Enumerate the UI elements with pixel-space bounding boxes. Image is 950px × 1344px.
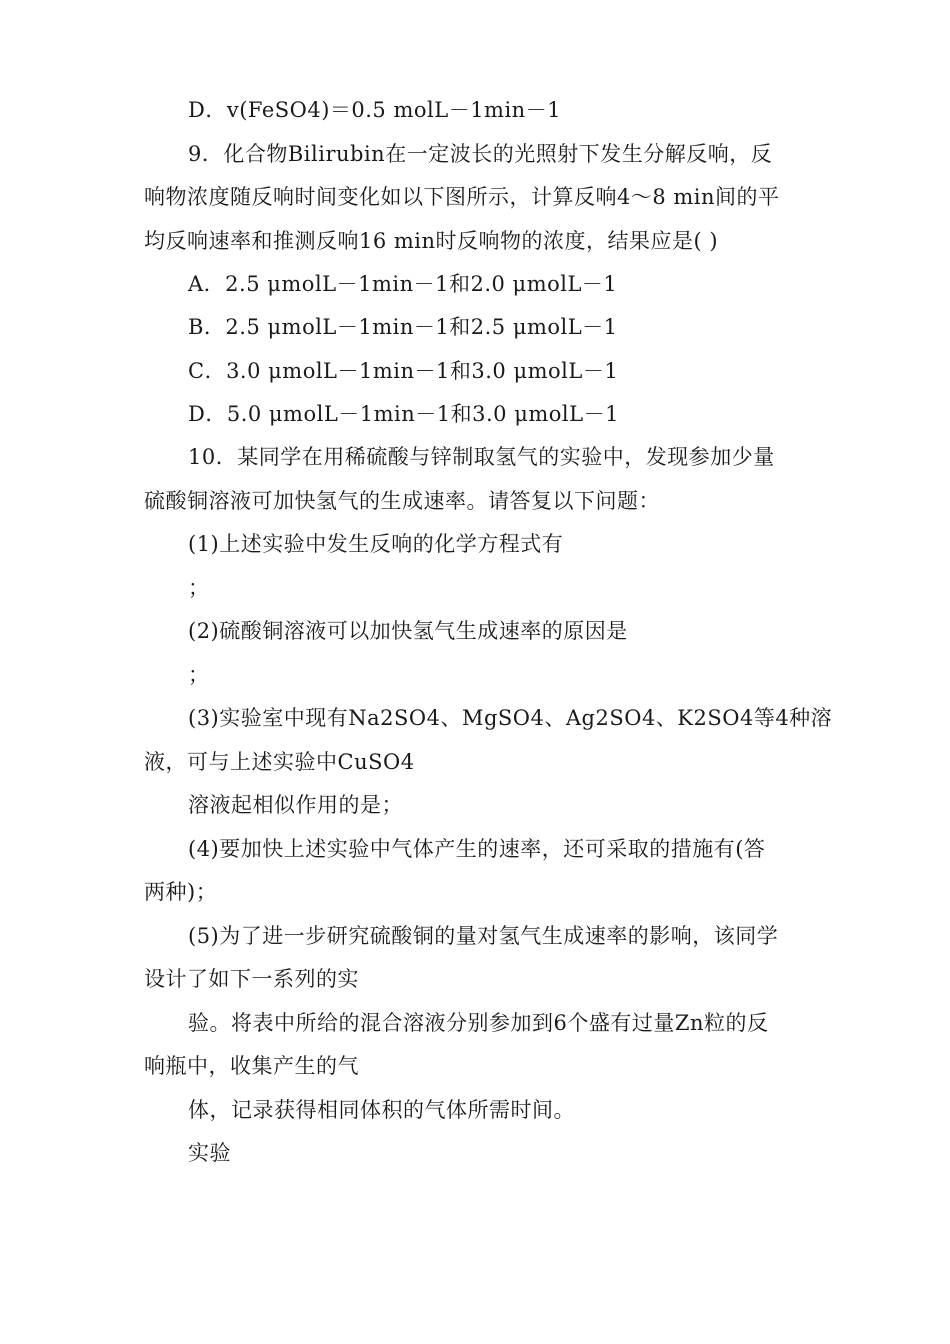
sub-question-4-line-1: (4)要加快上述实验中气体产生的速率，还可采取的措施有(答 (188, 837, 766, 861)
answer-blank-2: ； (188, 663, 210, 687)
sub-question-1: (1)上述实验中发生反响的化学方程式有 (188, 532, 564, 556)
sub-question-3-line-1: (3)实验室中现有Na2SO4、MgSO4、Ag2SO4、K2SO4等4种溶 (188, 706, 833, 730)
question-9-line-2: 响物浓度随反响时间变化如以下图所示，计算反响4～8 min间的平 (144, 185, 780, 209)
sub-question-3-line-2: 液，可与上述实验中CuSO4 (144, 750, 415, 774)
sub-question-2: (2)硫酸铜溶液可以加快氢气生成速率的原因是 (188, 619, 628, 643)
option-b-q9: B．2.5 μmolL－1min－1和2.5 μmolL－1 (188, 315, 618, 339)
sub-question-5-line-4: 响瓶中，收集产生的气 (144, 1054, 359, 1078)
option-c-q9: C．3.0 μmolL－1min－1和3.0 μmolL－1 (188, 359, 619, 383)
option-d-q8: D．v(FeSO4)＝0.5 molL－1min－1 (188, 98, 562, 122)
sub-question-3-line-3: 溶液起相似作用的是； (188, 793, 403, 817)
sub-question-4-line-2: 两种)； (144, 880, 218, 904)
sub-question-5-line-1: (5)为了进一步研究硫酸铜的量对氢气生成速率的影响，该同学 (188, 924, 779, 948)
question-10-line-1: 10．某同学在用稀硫酸与锌制取氢气的实验中，发现参加少量 (188, 445, 775, 469)
sub-question-5-line-2: 设计了如下一系列的实 (144, 967, 359, 991)
question-9-line-3: 均反响速率和推测反响16 min时反响物的浓度，结果应是( ) (144, 229, 719, 253)
sub-question-5-line-3: 验。将表中所给的混合溶液分别参加到6个盛有过量Zn粒的反 (188, 1011, 769, 1035)
option-a-q9: A．2.5 μmolL－1min－1和2.0 μmolL－1 (188, 272, 618, 296)
question-10-line-2: 硫酸铜溶液可加快氢气的生成速率。请答复以下问题： (144, 489, 660, 513)
table-header-label: 实验 (188, 1141, 231, 1165)
option-d-q9: D．5.0 μmolL－1min－1和3.0 μmolL－1 (188, 402, 619, 426)
question-9-line-1: 9．化合物Bilirubin在一定波长的光照射下发生分解反响，反 (188, 142, 773, 166)
answer-blank-1: ； (188, 576, 210, 600)
sub-question-5-line-5: 体，记录获得相同体积的气体所需时间。 (188, 1098, 575, 1122)
